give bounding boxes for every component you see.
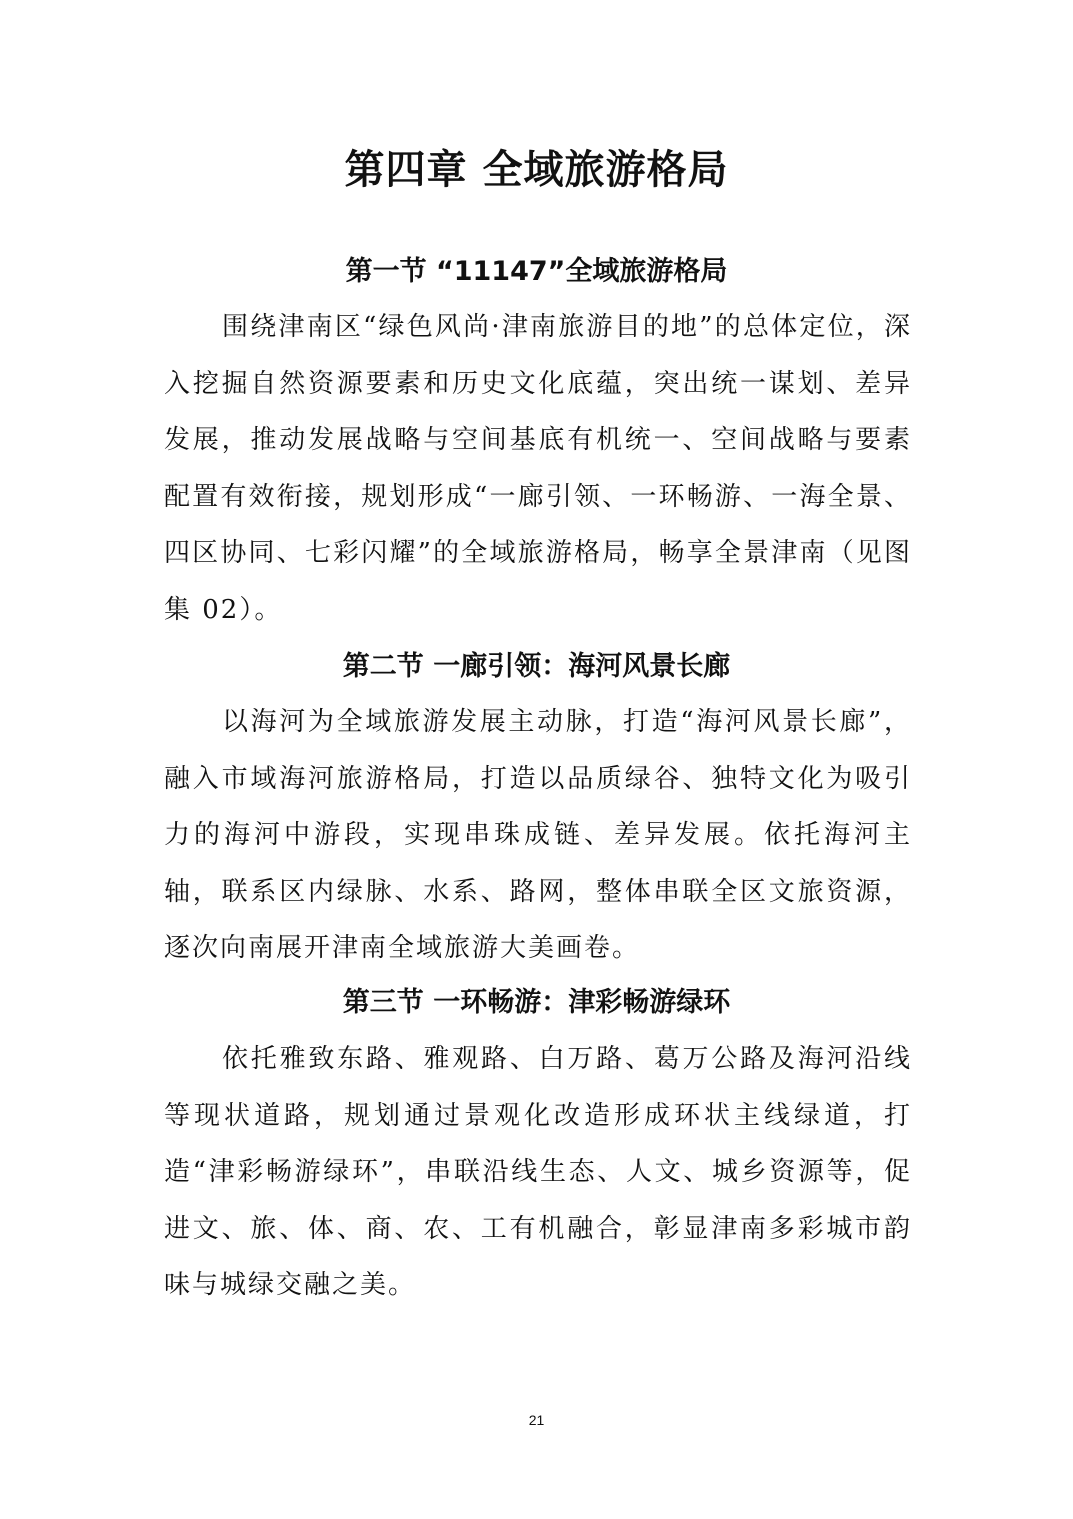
section-2-paragraph: 以海河为全域旅游发展主动脉，打造“海河风景长廊”，融入市域海河旅游格局，打造以品质绿谷、独特文化为吸引力的海河中游段，实现串珠成链、差异发展。依托海河主轴，联系区内绿脉、水系、路网，整体串联全区文旅资源，逐次向南展开津南全域旅游大美画卷。: [164, 707, 912, 963]
section-2-title: 第二节 一廊引领：海河风景长廊: [342, 651, 731, 682]
page-number: 21: [528, 1412, 545, 1428]
section-1-paragraph: 围绕津南区“绿色风尚·津南旅游目的地”的总体定位，深入挖掘自然资源要素和历史文化底蕴，突出统一谋划、差异发展，推动发展战略与空间基底有机统一、空间战略与要素配置有效衔接，规划形成“一廊引领、一环畅游、一海全景、四区协同、七彩闪耀”的全域旅游格局，畅享全景津南（见图集 02）。: [164, 312, 912, 625]
section-3-paragraph: 依托雅致东路、雅观路、白万路、葛万公路及海河沿线等现状道路，规划通过景观化改造形成环状主线绿道，打造“津彩畅游绿环”，串联沿线生态、人文、城乡资源等，促进文、旅、体、商、农、工有机融合，彰显津南多彩城市韵味与城绿交融之美。: [164, 1044, 912, 1300]
section-3-title: 第三节 一环畅游：津彩畅游绿环: [342, 987, 731, 1018]
chapter-title: 第四章 全域旅游格局: [344, 146, 729, 193]
section-1-title: 第一节 “11147”全域旅游格局: [345, 256, 728, 287]
